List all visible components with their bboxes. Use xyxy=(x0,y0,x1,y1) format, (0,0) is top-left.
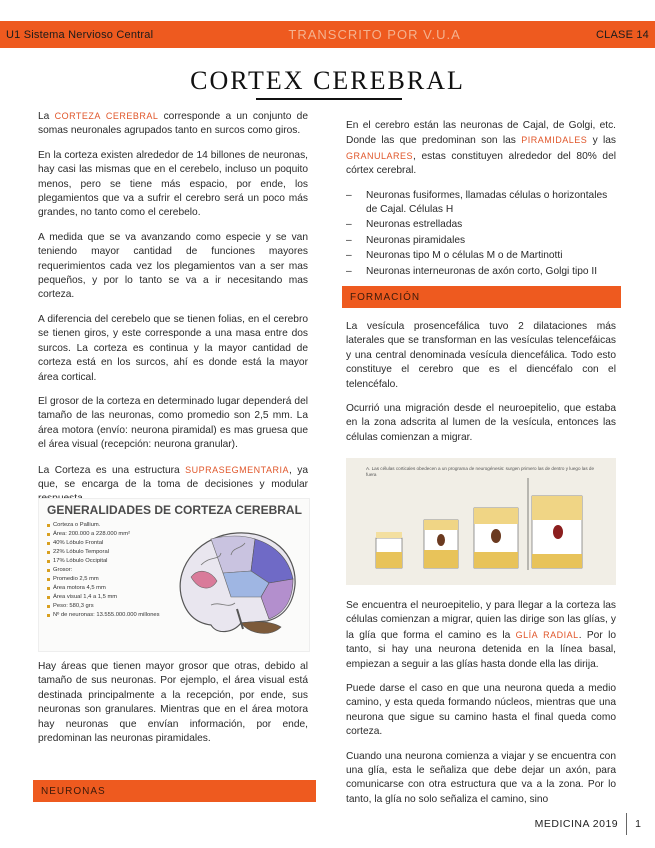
header-transcriber: TRANSCRITO POR V.U.A xyxy=(288,27,461,42)
figure-title: GENERALIDADES DE CORTEZA CEREBRAL xyxy=(47,503,302,517)
right-column-mid xyxy=(346,320,616,455)
figure-item: Promedio 2,5 mm xyxy=(47,575,167,584)
list-item: – Neuronas estrelladas xyxy=(346,218,616,232)
paragraph: La Corteza es una estructura SUPRASEGMENTARIA, ya que, se encarga de la toma de decisiones y modular xyxy=(38,464,309,490)
list-item: – Neuronas interneuronas de axón corto, Golgi tipo II xyxy=(346,265,616,279)
brain-illustration xyxy=(171,525,303,643)
figure-item: 40% Lóbulo Frontal xyxy=(47,539,167,548)
right-column-lower xyxy=(346,599,616,817)
paragraph: A diferencia del cerebelo que se tienen folias, en el cerebro se tienen giros, y este corresponde a una masa entre dos surcos. La corteza es continua y la mayor cantidad de corteza está en los surcos, ahí es donde está la mayor área cortical. xyxy=(38,313,308,383)
paragraph: El grosor de la corteza en determinado lugar dependerá del tamaño de las neuronas, como promedio son 2,5 mm. La área motora (envío: neurona piramidal) es mas gruesa que el área visual (recepción: neurona granular). xyxy=(38,395,308,451)
migration-illustration xyxy=(346,458,616,585)
page-number: 1 xyxy=(635,818,641,830)
list-item: – Neuronas piramidales xyxy=(346,234,616,248)
figure-item: Área: 200.000 a 228.000 mm² xyxy=(47,530,167,539)
right-column xyxy=(346,119,616,289)
highlight-term: GRANULARES xyxy=(346,150,414,161)
brain-figure xyxy=(38,498,310,652)
section-title: NEURONAS xyxy=(41,785,106,797)
figure-item: Área visual 1,4 a 1,5 mm xyxy=(47,593,167,602)
header-class: CLASE 14 xyxy=(596,28,649,41)
paragraph: A medida que se va avanzando como especie y se van teniendo mayor cantidad de funciones mayores requerimientos cada vez los plegamientos van a ser mas pequeños, y por lo tanto se va a ir necesitando mas corteza. xyxy=(38,231,308,301)
list-item: – Neuronas fusiformes, llamadas células o horizontales de Cajal. Células H xyxy=(346,189,616,218)
paragraph: Puede darse el caso en que una neurona queda a medio camino, y esta queda formando núcleos, mientras que una neurona que sigue su camino hasta el final queda como corteza. xyxy=(346,683,616,738)
figure-item: Nº de neuronas: 13.555.000.000 millones xyxy=(47,611,167,620)
footer-divider xyxy=(626,813,627,835)
figure-item: Corteza o Pallium. xyxy=(47,521,167,530)
title-underline xyxy=(256,98,402,100)
figure-item: 17% Lóbulo Occipital xyxy=(47,557,167,566)
footer-label: MEDICINA 2019 xyxy=(534,818,619,830)
figure-item: Área motora 4,5 mm xyxy=(47,584,167,593)
paragraph: La CORTEZA CEREBRAL corresponde a un conjunto de somas neuronales agrupados tanto en surcos como giros. xyxy=(38,111,308,137)
page-title: CORTEX CEREBRAL xyxy=(190,66,465,95)
left-column-lower xyxy=(38,660,308,756)
figure-caption: A. Las células corticales obedecen a un programa de neurogénesis: surgen primero las de dentro y luego las de fuera xyxy=(366,466,595,477)
paragraph: En el cerebro están las neuronas de Cajal, de Golgi, etc. Donde las que predominan son las PIRAMIDALES y las GRANULARES, estas constituyen alrededor del 80% del córtex cerebral. xyxy=(346,120,617,177)
paragraph: La vesícula prosencefálica tuvo 2 dilataciones más laterales que se transforman en las vesículas telencefáicas y una central denominada vesícula diencefálica. Todo esto constituye el cerebro que es el diencéfalo con el telencéfalo. xyxy=(346,321,616,390)
highlight-term: SUPRASEGMENTARIA xyxy=(185,464,289,475)
section-formacion xyxy=(342,286,621,308)
section-title: FORMACIÓN xyxy=(350,291,421,303)
header-unit: U1 Sistema Nervioso Central xyxy=(6,28,154,41)
paragraph: Hay áreas que tienen mayor grosor que otras, debido al tamaño de sus neuronas. Por ejemplo, el área visual está destinada principalmente a la recepción, por ende, sus neuronas son granulares. Mientras que en el área motora hay neuronas que envían información, por ende, predominan las neuronas piramidales. xyxy=(38,661,308,745)
paragraph: Cuando una neurona comienza a viajar y se encuentra con una glía, esta le señaliza que debe dejar un axón, para comunicarse con otra estructura que va a la zona. Por lo tanto, la glía no solo señaliza el camino, sino xyxy=(346,750,616,805)
header-bar xyxy=(0,21,655,48)
figure-item: Peso: 580,3 grs xyxy=(47,602,167,611)
figure-item: 22% Lóbulo Temporal xyxy=(47,548,167,557)
left-column xyxy=(38,109,308,517)
highlight-term: PIRAMIDALES xyxy=(521,135,588,146)
page-footer xyxy=(535,813,641,835)
figure-list xyxy=(47,521,167,620)
highlight-term: CORTEZA CEREBRAL xyxy=(54,111,159,121)
paragraph: Se encuentra el neuroepitelio, y para llegar a la corteza las células comienzan a migrar, quien las dirige son las glías, y la glía que forma el camino es la GLÍA RADIAL. Por lo tanto, si hay una neurona detenida en la línea basal, empiezan a seguir a las glías hasta donde ella las dirija. xyxy=(346,600,616,670)
section-neuronas xyxy=(33,780,316,802)
neuron-list xyxy=(346,189,616,279)
highlight-term: GLÍA RADIAL xyxy=(515,629,579,640)
migration-figure xyxy=(346,458,616,585)
paragraph: Ocurrió una migración desde el neuroepitelio, que estaba en la zona adscrita al lumen de la vesícula, entonces las células comienzan a migrar. xyxy=(346,403,616,443)
paragraph: En la corteza existen alrededor de 14 billones de neuronas, hay casi las mismas que en el cerebelo, incluso un poquito menos, pero se tiene más espacio, por ende, los plegamientos que va a sufrir el cerebro será un poco más grandes, no tanto como el cerebelo. xyxy=(38,149,308,219)
figure-item: Grosor: xyxy=(47,566,167,575)
list-item: – Neuronas tipo M o células M o de Martinotti xyxy=(346,249,616,263)
